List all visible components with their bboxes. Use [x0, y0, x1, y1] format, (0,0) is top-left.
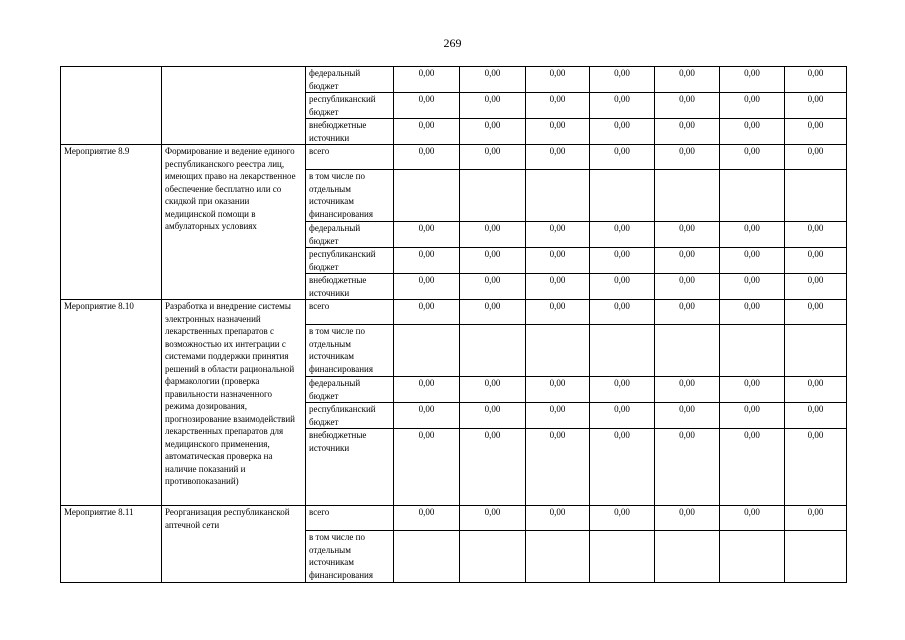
funding-source-cell: внебюджетные источники — [306, 429, 394, 506]
value-cell: 0,00 — [655, 274, 720, 300]
funding-source-cell: республиканский бюджет — [306, 93, 394, 119]
value-cell: 0,00 — [590, 274, 655, 300]
funding-source-cell: всего — [306, 145, 394, 170]
value-cell: 0,00 — [785, 93, 847, 119]
value-cell: 0,00 — [526, 248, 590, 274]
table-row — [61, 67, 847, 93]
value-cell — [655, 325, 720, 377]
value-cell: 0,00 — [394, 67, 460, 93]
value-cell: 0,00 — [394, 506, 460, 531]
value-cell: 0,00 — [590, 67, 655, 93]
funding-source-cell: в том числе по отдельным источникам финансирования — [306, 170, 394, 222]
value-cell: 0,00 — [655, 300, 720, 325]
value-cell: 0,00 — [590, 145, 655, 170]
value-cell: 0,00 — [394, 222, 460, 248]
funding-source-cell: всего — [306, 506, 394, 531]
description-cell — [162, 67, 306, 145]
activity-cell: Мероприятие 8.9 — [61, 145, 162, 300]
value-cell: 0,00 — [394, 429, 460, 506]
value-cell: 0,00 — [785, 429, 847, 506]
value-cell: 0,00 — [394, 300, 460, 325]
value-cell: 0,00 — [394, 119, 460, 145]
value-cell — [785, 325, 847, 377]
funding-source-cell: внебюджетные источники — [306, 274, 394, 300]
value-cell: 0,00 — [655, 119, 720, 145]
value-cell: 0,00 — [785, 300, 847, 325]
value-cell: 0,00 — [394, 274, 460, 300]
value-cell — [526, 325, 590, 377]
funding-source-cell: в том числе по отдельным источникам финансирования — [306, 531, 394, 583]
activity-cell: Мероприятие 8.10 — [61, 300, 162, 506]
value-cell: 0,00 — [785, 145, 847, 170]
value-cell — [590, 170, 655, 222]
funding-source-cell: федеральный бюджет — [306, 377, 394, 403]
value-cell — [394, 325, 460, 377]
value-cell: 0,00 — [526, 506, 590, 531]
funding-source-cell: внебюджетные источники — [306, 119, 394, 145]
value-cell — [655, 170, 720, 222]
value-cell: 0,00 — [460, 93, 526, 119]
value-cell: 0,00 — [785, 248, 847, 274]
value-cell: 0,00 — [460, 506, 526, 531]
value-cell: 0,00 — [720, 429, 785, 506]
value-cell — [394, 170, 460, 222]
value-cell: 0,00 — [526, 403, 590, 429]
value-cell: 0,00 — [785, 377, 847, 403]
value-cell: 0,00 — [720, 222, 785, 248]
description-cell: Формирование и ведение единого республиканского реестра лиц, имеющих право на лекарственное обеспечение бесплатно или со скидкой при оказании медицинской помощи в амбулаторных условиях — [162, 145, 306, 300]
value-cell — [590, 531, 655, 583]
value-cell: 0,00 — [590, 403, 655, 429]
value-cell — [394, 531, 460, 583]
value-cell: 0,00 — [526, 119, 590, 145]
value-cell — [460, 170, 526, 222]
value-cell: 0,00 — [785, 119, 847, 145]
table-row — [61, 300, 847, 325]
value-cell: 0,00 — [460, 119, 526, 145]
value-cell — [720, 531, 785, 583]
value-cell: 0,00 — [526, 274, 590, 300]
activity-cell: Мероприятие 8.11 — [61, 506, 162, 583]
value-cell: 0,00 — [526, 93, 590, 119]
value-cell: 0,00 — [526, 67, 590, 93]
funding-table — [60, 66, 847, 583]
value-cell: 0,00 — [460, 429, 526, 506]
activity-cell — [61, 67, 162, 145]
value-cell: 0,00 — [590, 248, 655, 274]
value-cell: 0,00 — [526, 300, 590, 325]
value-cell: 0,00 — [460, 67, 526, 93]
value-cell: 0,00 — [655, 506, 720, 531]
value-cell: 0,00 — [655, 222, 720, 248]
value-cell: 0,00 — [655, 248, 720, 274]
value-cell: 0,00 — [720, 377, 785, 403]
value-cell: 0,00 — [590, 506, 655, 531]
value-cell — [460, 325, 526, 377]
value-cell: 0,00 — [460, 300, 526, 325]
value-cell: 0,00 — [720, 119, 785, 145]
value-cell — [720, 170, 785, 222]
funding-source-cell: федеральный бюджет — [306, 222, 394, 248]
value-cell: 0,00 — [720, 300, 785, 325]
value-cell: 0,00 — [394, 93, 460, 119]
value-cell: 0,00 — [720, 67, 785, 93]
value-cell: 0,00 — [785, 274, 847, 300]
value-cell — [785, 531, 847, 583]
funding-source-cell: в том числе по отдельным источникам финансирования — [306, 325, 394, 377]
value-cell: 0,00 — [785, 506, 847, 531]
value-cell: 0,00 — [526, 222, 590, 248]
value-cell — [526, 531, 590, 583]
value-cell: 0,00 — [590, 429, 655, 506]
value-cell: 0,00 — [720, 248, 785, 274]
value-cell: 0,00 — [394, 248, 460, 274]
value-cell: 0,00 — [655, 377, 720, 403]
funding-source-cell: республиканский бюджет — [306, 403, 394, 429]
value-cell: 0,00 — [394, 145, 460, 170]
value-cell: 0,00 — [526, 429, 590, 506]
table-row — [61, 506, 847, 531]
value-cell: 0,00 — [655, 67, 720, 93]
table-row — [61, 145, 847, 170]
value-cell: 0,00 — [460, 145, 526, 170]
value-cell: 0,00 — [590, 222, 655, 248]
value-cell: 0,00 — [720, 145, 785, 170]
value-cell: 0,00 — [720, 93, 785, 119]
value-cell — [785, 170, 847, 222]
value-cell: 0,00 — [394, 377, 460, 403]
value-cell — [720, 325, 785, 377]
value-cell: 0,00 — [785, 222, 847, 248]
value-cell: 0,00 — [460, 403, 526, 429]
value-cell: 0,00 — [590, 119, 655, 145]
description-cell: Реорганизация республиканской аптечной сети — [162, 506, 306, 583]
value-cell: 0,00 — [394, 403, 460, 429]
page-number: 269 — [443, 36, 462, 50]
value-cell: 0,00 — [460, 274, 526, 300]
value-cell: 0,00 — [590, 377, 655, 403]
value-cell: 0,00 — [526, 145, 590, 170]
funding-source-cell: федеральный бюджет — [306, 67, 394, 93]
value-cell — [526, 170, 590, 222]
funding-source-cell: всего — [306, 300, 394, 325]
value-cell — [460, 531, 526, 583]
value-cell — [590, 325, 655, 377]
value-cell: 0,00 — [590, 300, 655, 325]
value-cell: 0,00 — [460, 222, 526, 248]
value-cell: 0,00 — [785, 67, 847, 93]
value-cell: 0,00 — [655, 403, 720, 429]
value-cell — [655, 531, 720, 583]
value-cell: 0,00 — [785, 403, 847, 429]
funding-source-cell: республиканский бюджет — [306, 248, 394, 274]
value-cell: 0,00 — [720, 403, 785, 429]
value-cell: 0,00 — [655, 429, 720, 506]
value-cell: 0,00 — [655, 93, 720, 119]
value-cell: 0,00 — [720, 274, 785, 300]
value-cell: 0,00 — [720, 506, 785, 531]
value-cell: 0,00 — [460, 377, 526, 403]
value-cell: 0,00 — [590, 93, 655, 119]
value-cell: 0,00 — [526, 377, 590, 403]
value-cell: 0,00 — [655, 145, 720, 170]
description-cell: Разработка и внедрение системы электронных назначений лекарственных препаратов с возможностью их интеграции с системами поддержки принятия решений в области рациональной фармакологии (проверка правильности назначенного режима дозирования, прогнозирование взаимодействий лекарственных препаратов для медицинского применения, автоматическая проверка на наличие показаний и противопоказаний) — [162, 300, 306, 506]
value-cell: 0,00 — [460, 248, 526, 274]
